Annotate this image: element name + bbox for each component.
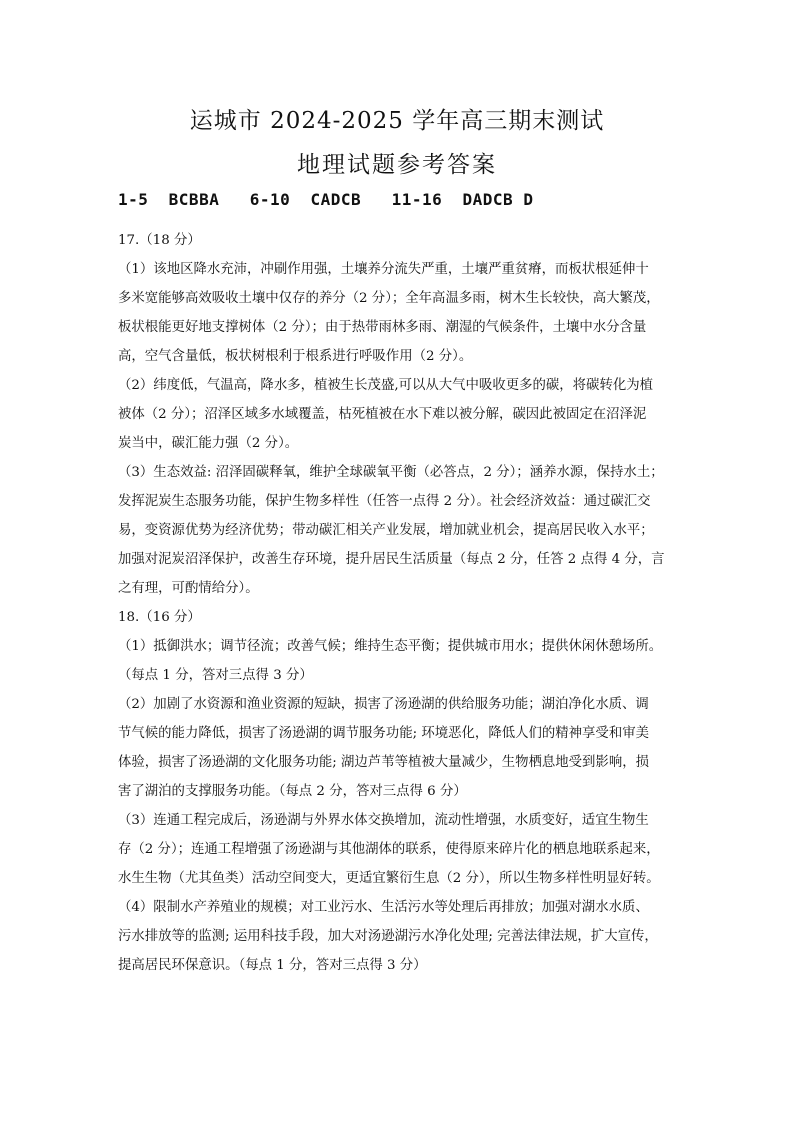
question-17-heading: 17.（18 分） [118, 233, 201, 248]
q18-part4 [118, 893, 698, 980]
choice-answers: 1-5 BCBBA 6-10 CADCB 11-16 DADCB D [118, 190, 534, 209]
text-line: 被体（2 分）；沼泽区域多水域覆盖，枯死植被在水下难以被分解，碳因此被固定在沼泽泥 [118, 407, 647, 422]
text-line: （3）连通工程完成后，汤逊湖与外界水体交换增加，流动性增强，水质变好，适宜生物生 [118, 813, 649, 828]
q18-part2 [118, 690, 698, 806]
q17-part1 [118, 255, 698, 371]
q18-part1 [118, 632, 698, 690]
q18-part3 [118, 806, 698, 893]
text-line: 之有理，可酌情给分）。 [118, 581, 259, 596]
page-title: 运城市 2024-2025 学年高三期末测试 [189, 108, 605, 134]
text-line: （2）加剧了水资源和渔业资源的短缺，损害了汤逊湖的供给服务功能；湖泊净化水质、调 [118, 697, 649, 712]
text-line: 水生生物（尤其鱼类）活动空间变大，更适宜繁衍生息（2 分），所以生物多样性明显好转。 [118, 871, 660, 886]
text-line: （1）该地区降水充沛，冲刷作用强，土壤养分流失严重，土壤严重贫瘠，而板状根延伸十 [118, 262, 649, 277]
text-line: 存（2 分）；连通工程增强了汤逊湖与其他湖体的联系，使得原来碎片化的栖息地联系起来， [118, 842, 660, 857]
q17-part2 [118, 371, 698, 458]
text-line: 提高居民环保意识。（每点 1 分，答对三点得 3 分） [118, 958, 427, 973]
text-line: （4）限制水产养殖业的规模；对工业污水、生活污水等处理后再排放；加强对湖水水质、 [118, 900, 649, 915]
text-line: （2）纬度低，气温高，降水多，植被生长茂盛,可以从大气中吸收更多的碳，将碳转化为植 [118, 378, 654, 393]
text-line: 易，变资源优势为经济优势；带动碳汇相关产业发展，增加就业机会，提高居民收入水平； [118, 523, 654, 538]
question-18-heading: 18.（16 分） [118, 610, 201, 625]
page-subtitle: 地理试题参考答案 [297, 152, 497, 178]
text-line: 体验，损害了汤逊湖的文化服务功能; 湖边芦苇等植被大量减少，生物栖息地受到影响，损 [118, 755, 649, 770]
text-line: 板状根能更好地支撑树体（2 分）；由于热带雨林多雨、潮湿的气候条件，土壤中水分含量 [118, 320, 647, 335]
text-line: （1）抵御洪水；调节径流；改善气候；维持生态平衡；提供城市用水；提供休闲休憩场所。 [118, 639, 663, 654]
text-line: 高，空气含量低，板状树根利于根系进行呼吸作用（2 分）。 [118, 349, 473, 364]
text-line: 害了湖泊的支撑服务功能。（每点 2 分，答对三点得 6 分） [118, 784, 467, 799]
text-line: 多米宽能够高效吸收土壤中仅存的养分（2 分）；全年高温多雨，树木生长较快，高大繁茂， [118, 291, 660, 306]
text-line: 加强对泥炭沼泽保护，改善生存环境，提升居民生活质量（每点 2 分，任答 2 点得 4 分，言 [118, 552, 665, 567]
q17-part3 [118, 458, 698, 603]
text-line: （3）生态效益: 沼泽固碳释氧，维护全球碳氧平衡（必答点，2 分）；涵养水源，保持水土； [118, 465, 664, 480]
text-line: 发挥泥炭生态服务功能，保护生物多样性（任答一点得 2 分）。社会经济效益：通过碳汇交 [118, 494, 651, 509]
text-line: 节气候的能力降低，损害了汤逊湖的调节服务功能; 环境恶化，降低人们的精神享受和审美 [118, 726, 649, 741]
answer-body [118, 226, 698, 980]
text-line: （每点 1 分，答对三点得 3 分） [118, 668, 313, 683]
text-line: 污水排放等的监测; 运用科技手段，加大对汤逊湖污水净化处理; 完善法律法规，扩大宣传， [118, 929, 658, 944]
text-line: 炭当中，碳汇能力强（2 分）。 [118, 436, 299, 451]
